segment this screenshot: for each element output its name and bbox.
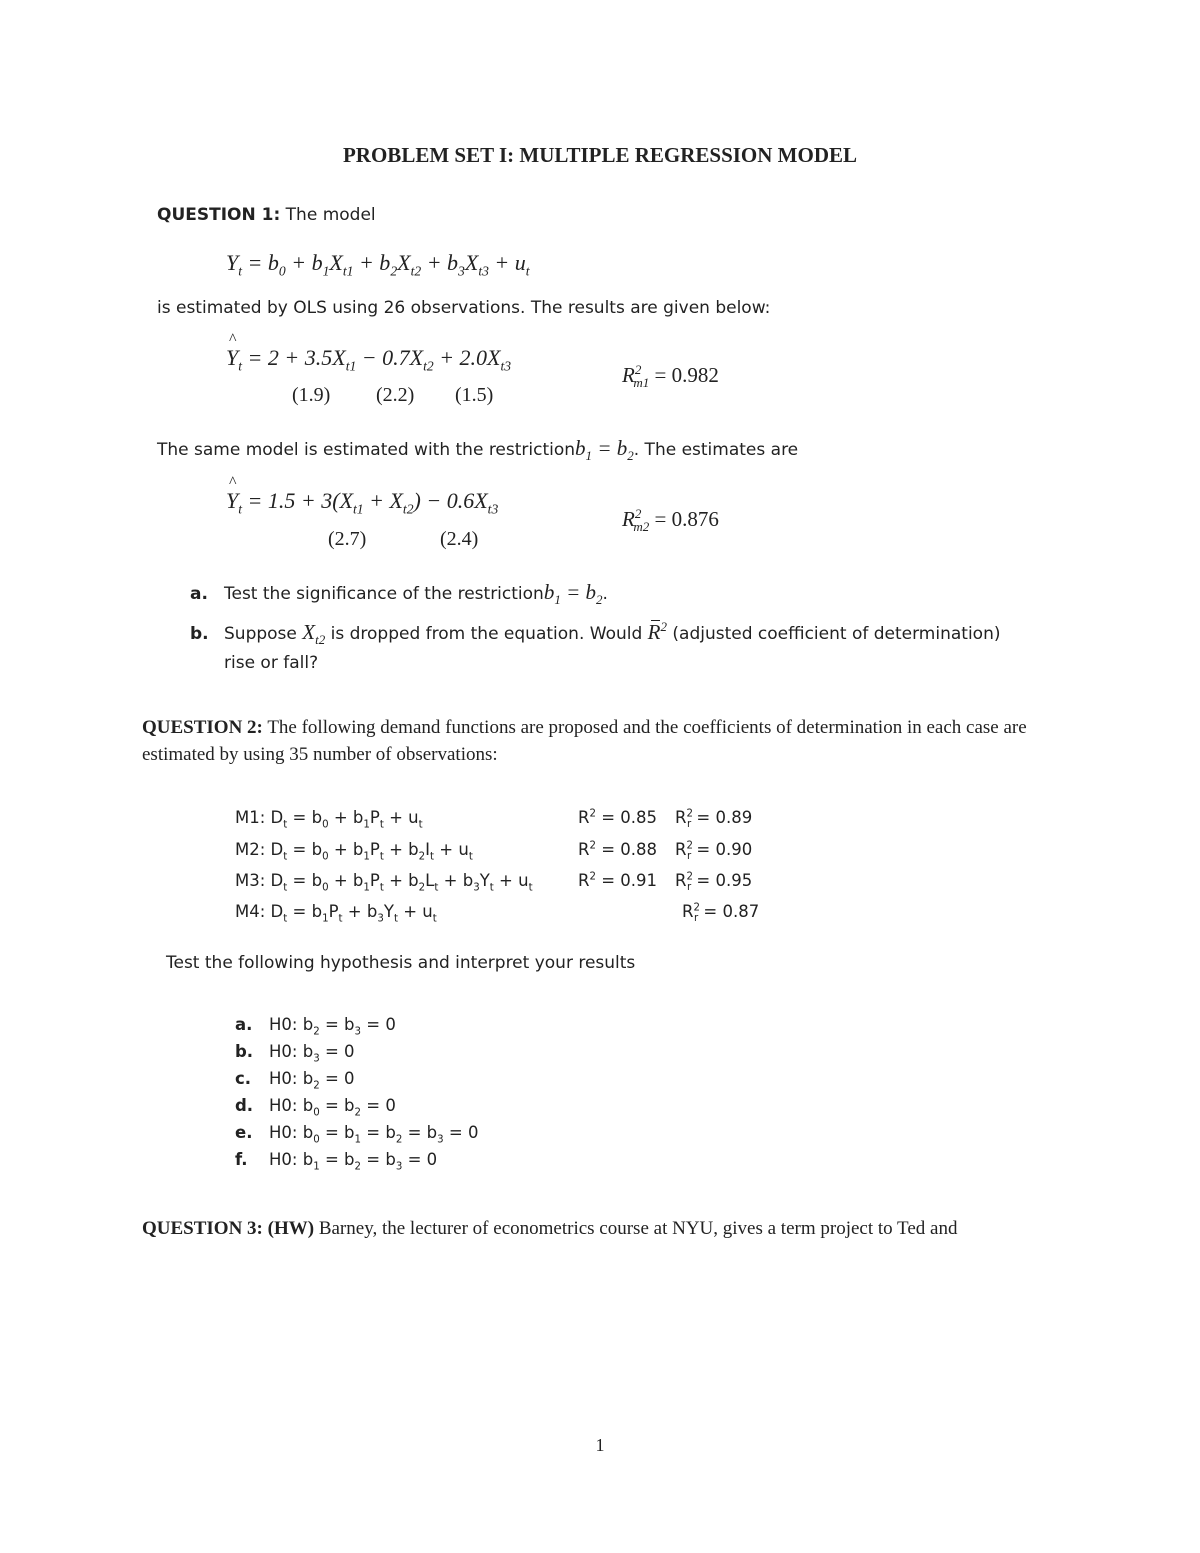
estimated-equation-1: ^ $Y_t = 2 + 3.5X_{t1} - 0.7X_{t2} + 2.0X_{t3}$ bbox=[226, 345, 511, 374]
model-m2-equation: M2: $D_t = b_0 + b_1P_t + b_2I_t + u_t$ bbox=[235, 840, 473, 863]
model-m3-r2: $R^2 = 0.91$ bbox=[578, 871, 658, 890]
part-b-text-1: Suppose bbox=[224, 624, 297, 644]
hypothesis-e: e. H0: $b_0 = b_1 = b_2 = b_3 = 0$ bbox=[235, 1123, 479, 1146]
restriction-formula: $b_1 = b_2$ bbox=[543, 580, 603, 608]
standard-error: (2.2) bbox=[376, 384, 415, 406]
variable-x-t2: $X_{t2}$ bbox=[302, 620, 326, 648]
part-a-text: Test the significance of the restriction bbox=[224, 584, 544, 604]
r-squared-m2: $R^2_{m2} = 0.876$ bbox=[622, 506, 719, 535]
sentence-2-part-a: The same model is estimated with the restriction bbox=[157, 440, 576, 460]
question-1-part-b bbox=[190, 619, 1000, 648]
model-m2-r2r: $R^2_r = 0.90$ bbox=[675, 840, 753, 863]
part-a-letter: a. bbox=[190, 584, 208, 604]
standard-error: (2.4) bbox=[440, 528, 479, 550]
question-1-sentence-2 bbox=[157, 436, 798, 464]
part-b-text-2: is dropped from the equation. Would bbox=[330, 624, 643, 644]
standard-error: (1.5) bbox=[455, 384, 494, 406]
hypothesis-a: a. H0: $b_2 = b_3 = 0$ bbox=[235, 1015, 396, 1038]
page-title: PROBLEM SET I: MULTIPLE REGRESSION MODEL bbox=[342, 143, 858, 167]
r-squared-m1: $R^2_{m1} = 0.982$ bbox=[622, 362, 719, 391]
question-3-hw-tag: (HW) bbox=[267, 1218, 315, 1239]
estimated-equation-2: ^ $Y_t = 1.5 + 3(X_{t1} + X_{t2}) - 0.6X_{t3}$ bbox=[226, 488, 498, 517]
part-b-text-3: (adjusted coefficient of determination) bbox=[672, 624, 1001, 644]
question-2-label: QUESTION 2: bbox=[142, 717, 263, 738]
adjusted-r-squared-symbol: $R^2$ bbox=[647, 619, 668, 644]
part-b-letter: b. bbox=[190, 624, 209, 644]
question-1-header bbox=[157, 205, 376, 225]
model-m1-equation: M1: $D_t = b_0 + b_1P_t + u_t$ bbox=[235, 808, 423, 831]
question-2-text: The following demand functions are proposed and the coefficients of determination in each case are estimated by using 35 number of observations: bbox=[142, 717, 1027, 765]
hypothesis-f: f. H0: $b_1 = b_2 = b_3 = 0$ bbox=[235, 1150, 438, 1173]
part-b-text-4: rise or fall? bbox=[224, 653, 319, 673]
question-1-label: QUESTION 1: bbox=[157, 205, 281, 225]
model-m4-equation: M4: $D_t = b_1P_t + b_3Y_t + u_t$ bbox=[235, 902, 437, 925]
question-1-part-a: a. Test the significance of the restrictionb$_1$ = $b_2$. bbox=[190, 580, 608, 608]
regression-model-equation: $Y_t = b_0 + b_1X_{t1} + b_2X_{t2} + b_3X_{t3} + u_t$ bbox=[226, 250, 530, 279]
model-m1-r2r: $R^2_r = 0.89$ bbox=[675, 808, 753, 831]
question-3-label: QUESTION 3: bbox=[142, 1218, 263, 1239]
restriction-formula: $b_1 = b_2$ bbox=[575, 436, 634, 464]
question-3-text: Barney, the lecturer of econometrics course at NYU, gives a term project to Ted and bbox=[318, 1218, 958, 1239]
question-2-header bbox=[142, 714, 1042, 768]
model-m4-r2r: $R^2_r = 0.87$ bbox=[682, 902, 760, 925]
question-1-sentence-1: is estimated by OLS using 26 observations. The results are given below: bbox=[157, 298, 771, 318]
question-3 bbox=[142, 1217, 1042, 1241]
page-number: 1 bbox=[595, 1435, 605, 1455]
hypothesis-b: b. H0: $b_3 = 0$ bbox=[235, 1042, 355, 1065]
standard-error: (2.7) bbox=[328, 528, 367, 550]
question-2-instruction: Test the following hypothesis and interpret your results bbox=[166, 953, 636, 973]
standard-error: (1.9) bbox=[292, 384, 331, 406]
hypothesis-d: d. H0: $b_0 = b_2 = 0$ bbox=[235, 1096, 396, 1119]
sentence-2-part-b: . The estimates are bbox=[633, 440, 799, 460]
model-m3-r2r: $R^2_r = 0.95$ bbox=[675, 871, 753, 894]
hypothesis-c: c. H0: $b_2 = 0$ bbox=[235, 1069, 355, 1092]
model-m2-r2: $R^2 = 0.88$ bbox=[578, 840, 658, 859]
model-m3-equation: M3: $D_t = b_0 + b_1P_t + b_2L_t + b_3Y_t + u_t$ bbox=[235, 871, 533, 894]
model-m1-r2: $R^2 = 0.85$ bbox=[578, 808, 658, 827]
question-1-intro: The model bbox=[285, 205, 376, 225]
